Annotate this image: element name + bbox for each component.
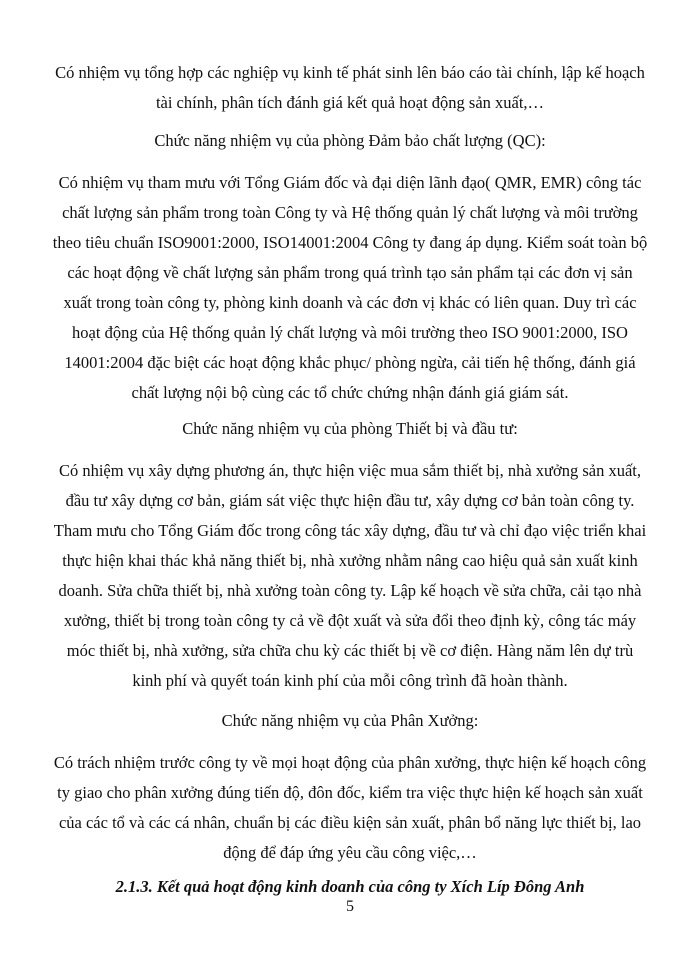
paragraph-qc-duties: Có nhiệm vụ tham mưu với Tổng Giám đốc và đại diện lãnh đạo( QMR, EMR) công tác chất lượng sản phẩm trong toàn Công ty và Hệ thống quản lý chất lượng và môi trường theo tiêu chuẩn ISO9001:2000, ISO14001:2004 Công ty đang áp dụng. Kiểm soát toàn bộ các hoạt động về chất lượng sản phẩm trong quá trình tạo sản phẩm tại các đơn vị sản xuất trong toàn công ty, phòng kinh doanh và các đơn vị khác có liên quan. Duy trì các hoạt động của Hệ thống quản lý chất lượng và môi trường theo ISO 9001:2000, ISO 14001:2004 đặc biệt các hoạt động khắc phục/ phòng ngừa, cải tiến hệ thống, đánh giá chất lượng nội bộ cùng các tổ chức chứng nhận đánh giá giám sát. [52,173,648,402]
heading-workshop: Chức năng nhiệm vụ của Phân Xưởng: [221,711,479,730]
paragraph-workshop-duties: Có trách nhiệm trước công ty về mọi hoạt động của phân xưởng, thực hiện kế hoạch công ty giao cho phân xưởng đúng tiến độ, đôn đốc, kiểm tra việc thực hiện kế hoạch sản xuất của các tổ và các cá nhân, chuẩn bị các điều kiện sản xuất, phân bổ năng lực thiết bị, lao động để đáp ứng yêu cầu công việc,… [53,753,647,862]
heading-equipment-investment-department: Chức năng nhiệm vụ của phòng Thiết bị và đầu tư: [182,419,518,438]
section-title: 2.1.3. Kết quả hoạt động kinh doanh của công ty Xích Líp Đông Anh [115,877,585,896]
heading-qc-department: Chức năng nhiệm vụ của phòng Đảm bảo chất lượng (QC): [154,131,546,150]
paragraph-accounting-duties: Có nhiệm vụ tổng hợp các nghiệp vụ kinh tế phát sinh lên báo cáo tài chính, lập kế hoạch tài chính, phân tích đánh giá kết quả hoạt động sản xuất,… [55,63,645,112]
page-number: 5 [346,898,354,915]
paragraph-equipment-investment-duties: Có nhiệm vụ xây dựng phương án, thực hiện việc mua sắm thiết bị, nhà xưởng sản xuất, đầu tư xây dựng cơ bản, giám sát việc thực hiện đầu tư, xây dựng cơ bản toàn công ty. Tham mưu cho Tổng Giám đốc trong công tác xây dựng, đầu tư và chỉ đạo việc triển khai thực hiện khai thác khả năng thiết bị, nhà xưởng nhằm nâng cao hiệu quả sản xuất kinh doanh. Sửa chữa thiết bị, nhà xưởng toàn công ty. Lập kế hoạch về sửa chữa, cải tạo nhà xưởng, thiết bị trong toàn công ty cả về đột xuất và sửa đổi theo định kỳ, công tác máy móc thiết bị, nhà xưởng, sửa chữa chu kỳ các thiết bị về cơ điện. Hàng năm lên dự trù kinh phí và quyết toán kinh phí của mỗi công trình đã hoàn thành. [53,461,647,690]
